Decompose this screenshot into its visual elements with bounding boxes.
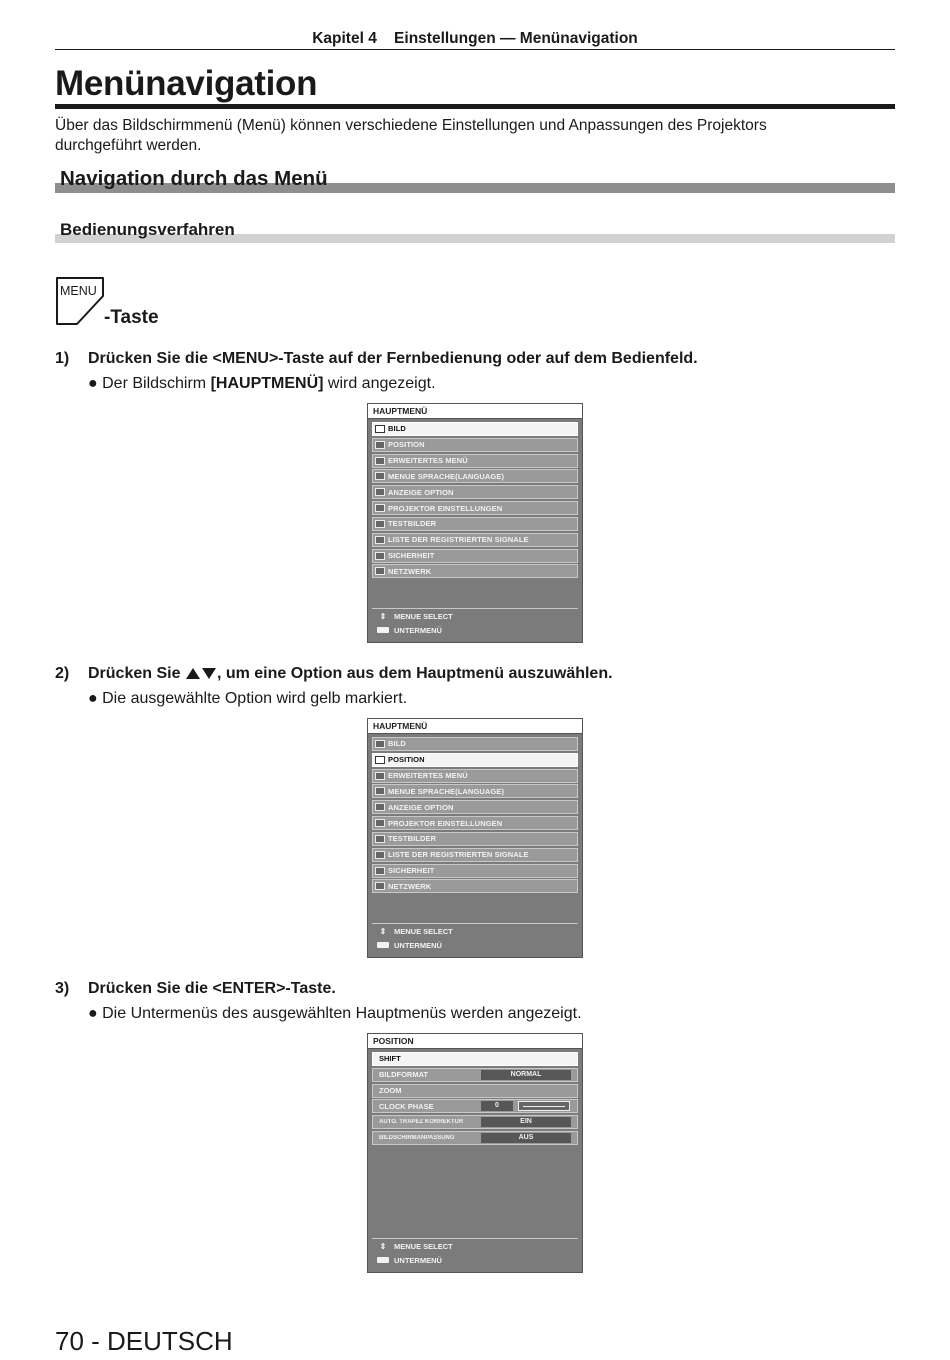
osd-sub-screen-adjust[interactable]: BILDSCHIRMANPASSUNG AUS <box>372 1131 578 1145</box>
step-3-bullet: ● Die Untermenüs des ausgewählten Hauptmenüs werden angezeigt. <box>88 1005 582 1022</box>
menu-key-label: MENU <box>60 284 97 298</box>
osd-item-language[interactable]: MENUE SPRACHE(LANGUAGE) <box>372 784 578 798</box>
osd-title: HAUPTMENÜ <box>368 404 582 419</box>
page-title: Menünavigation <box>55 64 318 103</box>
osd-item-network[interactable]: NETZWERK <box>372 879 578 893</box>
osd-main-menu-1 <box>367 403 583 643</box>
test-pattern-icon <box>375 835 385 843</box>
osd-item-testpattern[interactable]: TESTBILDER <box>372 832 578 846</box>
osd-item-security[interactable]: SICHERHEIT <box>372 864 578 878</box>
osd-item-position[interactable]: POSITION <box>372 438 578 452</box>
header-rule <box>55 49 895 50</box>
osd-item-advanced[interactable]: ERWEITERTES MENÜ <box>372 454 578 468</box>
osd-item-projector[interactable]: PROJEKTOR EINSTELLUNGEN <box>372 501 578 515</box>
screen-adjust-value: AUS <box>481 1133 571 1143</box>
keystone-value: EIN <box>481 1117 571 1127</box>
key-icon <box>375 552 385 560</box>
osd-item-signal-list[interactable]: LISTE DER REGISTRIERTEN SIGNALE <box>372 533 578 547</box>
position-icon <box>375 756 385 764</box>
test-pattern-icon <box>375 520 385 528</box>
step-2-bullet: ● Die ausgewählte Option wird gelb markiert. <box>88 690 408 707</box>
step-2: 2) Drücken Sie , um eine Option aus dem Hauptmenü auszuwählen. <box>55 665 613 682</box>
osd-item-network[interactable]: NETZWERK <box>372 564 578 578</box>
network-icon <box>375 567 385 575</box>
step-3: 3) Drücken Sie die <ENTER>-Taste. <box>55 980 336 997</box>
osd-item-security[interactable]: SICHERHEIT <box>372 549 578 563</box>
osd-footer: ⇕ MENUE SELECT UNTERMENÜ <box>372 923 578 955</box>
projector-settings-icon <box>375 819 385 827</box>
osd-sub-clock-phase[interactable]: CLOCK PHASE 0 <box>372 1099 578 1113</box>
osd-position-menu <box>367 1033 583 1273</box>
osd-footer: ⇕ MENUE SELECT UNTERMENÜ <box>372 608 578 640</box>
picture-icon <box>375 740 385 748</box>
up-down-icon: ⇕ <box>379 611 387 621</box>
clock-phase-value: 0 <box>481 1101 513 1111</box>
osd-item-language[interactable]: MENUE SPRACHE(LANGUAGE) <box>372 469 578 483</box>
key-icon <box>375 867 385 875</box>
chapter-header: Kapitel 4 Einstellungen — Menünavigation <box>312 30 638 47</box>
osd-title: HAUPTMENÜ <box>368 719 582 734</box>
osd-sub-aspect[interactable]: BILDFORMAT NORMAL <box>372 1068 578 1082</box>
page-number: 70 - DEUTSCH <box>55 1326 233 1356</box>
osd-item-bild[interactable]: BILD <box>372 737 578 751</box>
intro-text: Über das Bildschirmmenü (Menü) können verschiedene Einstellungen und Anpassungen des Projektors durchgeführt werden. <box>55 117 767 154</box>
menu-key-suffix: -Taste <box>104 307 159 328</box>
up-down-icon: ⇕ <box>379 926 387 936</box>
osd-item-testpattern[interactable]: TESTBILDER <box>372 517 578 531</box>
advanced-menu-icon <box>375 772 385 780</box>
enter-button-icon <box>372 626 394 635</box>
title-rule <box>55 104 895 109</box>
step-1: 1) Drücken Sie die <MENU>-Taste auf der Fernbedienung oder auf dem Bedienfeld. <box>55 350 698 367</box>
clock-phase-slider[interactable] <box>518 1101 570 1111</box>
display-option-icon <box>375 488 385 496</box>
osd-item-signal-list[interactable]: LISTE DER REGISTRIERTEN SIGNALE <box>372 848 578 862</box>
subsection-heading: Bedienungsverfahren <box>60 220 235 239</box>
enter-button-icon <box>372 1256 394 1265</box>
osd-item-projector[interactable]: PROJEKTOR EINSTELLUNGEN <box>372 816 578 830</box>
up-down-icon: ⇕ <box>379 1241 387 1251</box>
up-arrow-icon <box>186 668 200 679</box>
osd-main-menu-2 <box>367 718 583 958</box>
section-heading: Navigation durch das Menü <box>60 167 328 190</box>
down-arrow-icon <box>202 668 216 679</box>
advanced-menu-icon <box>375 457 385 465</box>
network-icon <box>375 882 385 890</box>
projector-settings-icon <box>375 504 385 512</box>
display-option-icon <box>375 803 385 811</box>
enter-button-icon <box>372 941 394 950</box>
osd-title: POSITION <box>368 1034 582 1049</box>
osd-item-display[interactable]: ANZEIGE OPTION <box>372 485 578 499</box>
osd-item-display[interactable]: ANZEIGE OPTION <box>372 800 578 814</box>
osd-sub-shift[interactable]: SHIFT <box>372 1052 578 1066</box>
osd-sub-zoom[interactable]: ZOOM <box>372 1084 578 1098</box>
osd-footer: ⇕ MENUE SELECT UNTERMENÜ <box>372 1238 578 1270</box>
osd-item-position[interactable]: POSITION <box>372 753 578 767</box>
osd-sub-keystone[interactable]: AUTO. TRAPEZ KORREKTUR EIN <box>372 1115 578 1129</box>
picture-icon <box>375 425 385 433</box>
aspect-value: NORMAL <box>481 1070 571 1080</box>
signal-list-icon <box>375 536 385 544</box>
step-1-bullet: ● Der Bildschirm [HAUPTMENÜ] wird angezeigt. <box>88 375 436 392</box>
language-icon <box>375 787 385 795</box>
signal-list-icon <box>375 851 385 859</box>
language-icon <box>375 472 385 480</box>
osd-item-bild[interactable]: BILD <box>372 422 578 436</box>
position-icon <box>375 441 385 449</box>
osd-item-advanced[interactable]: ERWEITERTES MENÜ <box>372 769 578 783</box>
